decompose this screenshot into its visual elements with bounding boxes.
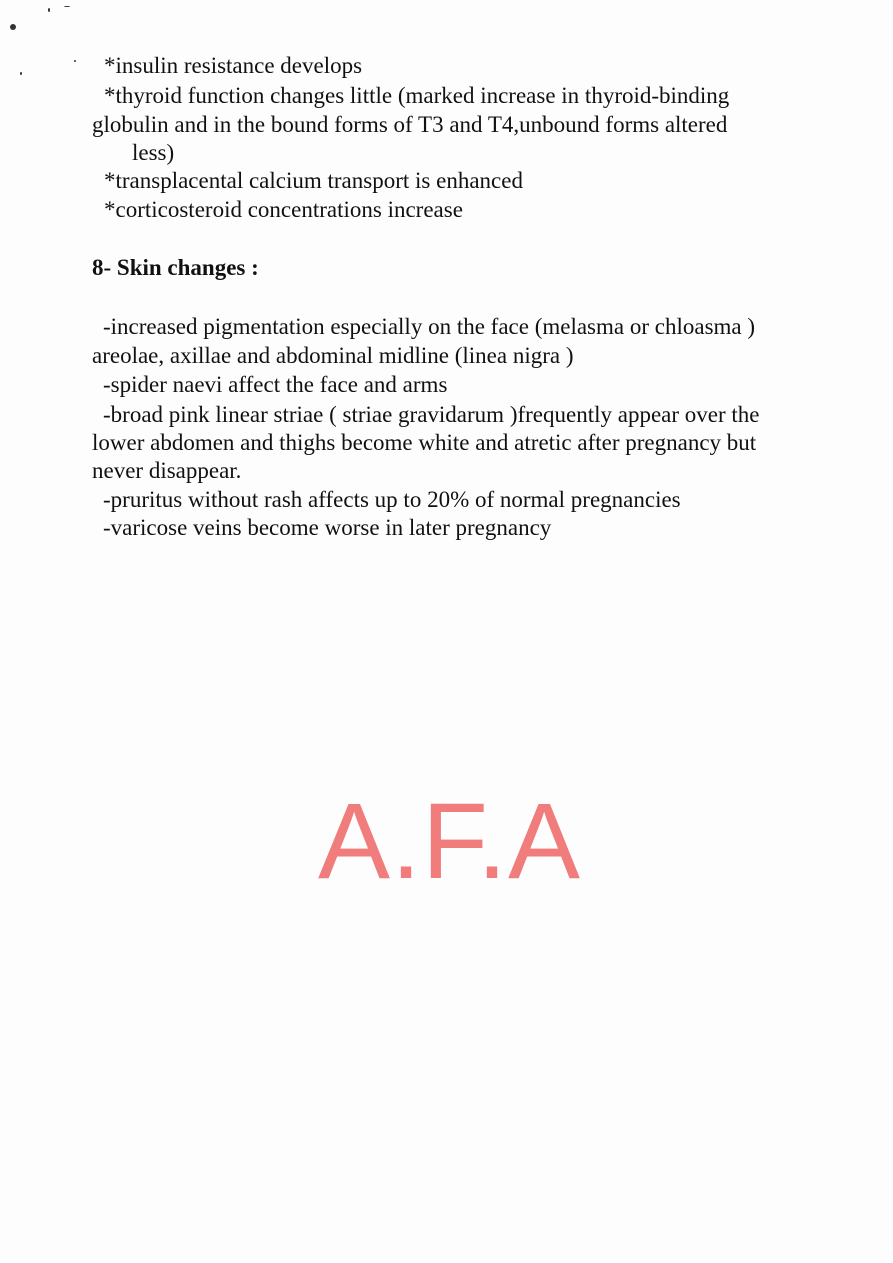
- thyroid-line-2: globulin and in the bound forms of T3 and T4,unbound forms altered: [92, 112, 728, 137]
- scan-speck: [48, 8, 50, 12]
- section-heading: 8- Skin changes :: [92, 255, 259, 280]
- scan-speck: [74, 60, 76, 62]
- striae-line-3: never disappear.: [92, 458, 242, 483]
- thyroid-line-3: less): [132, 140, 175, 165]
- varicose-line: -varicose veins become worse in later pregnancy: [103, 515, 552, 540]
- insulin-line: *insulin resistance develops: [104, 53, 363, 78]
- spider-naevi-line: -spider naevi affect the face and arms: [103, 372, 448, 397]
- calcium-line: *transplacental calcium transport is enhanced: [104, 168, 523, 193]
- striae-line-1: -broad pink linear striae ( striae gravidarum )frequently appear over the: [103, 402, 760, 427]
- scan-speck: [10, 24, 16, 30]
- pruritus-line: -pruritus without rash affects up to 20% of normal pregnancies: [103, 487, 681, 512]
- scan-speck: [20, 72, 22, 75]
- thyroid-line-1: *thyroid function changes little (marked increase in thyroid-binding: [104, 83, 730, 108]
- corticosteroid-line: *corticosteroid concentrations increase: [104, 197, 463, 222]
- scan-speck: [64, 6, 70, 7]
- pigmentation-line-2: areolae, axillae and abdominal midline (linea nigra ): [92, 343, 574, 368]
- pigmentation-line-1: -increased pigmentation especially on the face (melasma or chloasma ): [103, 314, 756, 339]
- watermark-text: A.F.A: [318, 780, 582, 901]
- striae-line-2: lower abdomen and thighs become white and atretic after pregnancy but: [92, 430, 757, 455]
